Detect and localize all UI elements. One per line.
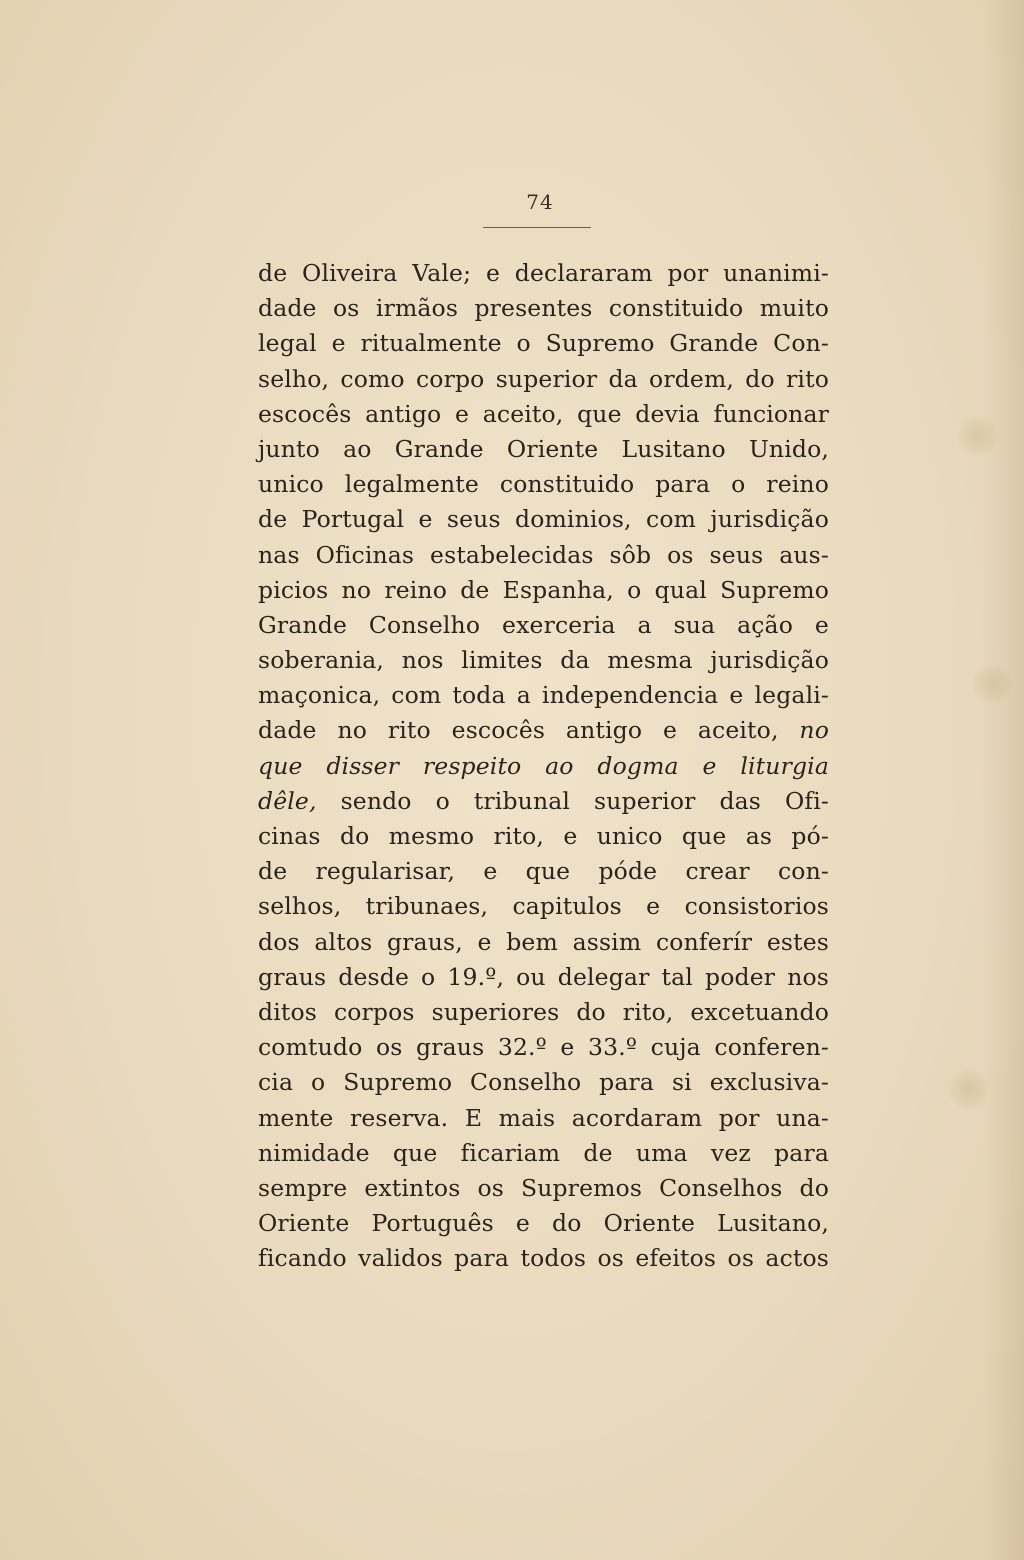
text-line: unico legalmente constituido para o reino [258, 470, 829, 499]
text-line: dos altos graus, e bem assim conferír estes [258, 927, 829, 956]
text-line: Grande Conselho exerceria a sua ação e [258, 610, 829, 639]
text-line-part: dade no rito escocês antigo e aceito, [258, 716, 779, 745]
text-line: soberania, nos limites da mesma jurisdição [258, 646, 829, 675]
text-line: legal e ritualmente o Supremo Grande Con- [258, 329, 829, 358]
text-line-mixed [258, 713, 829, 748]
text-line: maçonica, com toda a independencia e legali- [258, 681, 829, 710]
text-line: picios no reino de Espanha, o qual Supremo [258, 575, 829, 604]
italic-word: no [799, 716, 830, 745]
text-line-mixed [258, 784, 829, 819]
text-line: dade os irmãos presentes constituido muito [258, 294, 829, 323]
text-line: de Oliveira Vale; e declararam por unanimi- [258, 259, 829, 287]
paper-stain [948, 1068, 990, 1110]
text-line: nimidade que ficariam de uma vez para [258, 1138, 829, 1167]
paper-stain [972, 663, 1014, 705]
text-line: ditos corpos superiores do rito, excetuando [258, 997, 829, 1026]
text-line: de regularisar, e que póde crear con- [258, 857, 829, 886]
text-line: cinas do mesmo rito, e unico que as pó- [258, 822, 829, 850]
text-line: comtudo os graus 32.º e 33.º cuja conferen- [258, 1033, 829, 1062]
text-line: sempre extintos os Supremos Conselhos do [258, 1173, 829, 1202]
text-line: selho, como corpo superior da ordem, do rito [258, 364, 829, 393]
text-line: graus desde o 19.º, ou delegar tal poder nos [258, 962, 829, 991]
body-text [258, 256, 829, 1276]
page-number: 74 [526, 190, 554, 214]
text-line: Oriente Português e do Oriente Lusitano, [258, 1209, 829, 1238]
text-line-part: sendo o tribunal superior das Ofi- [340, 786, 830, 815]
text-line: ficando validos para todos os efeitos os actos [258, 1244, 829, 1273]
italic-word: dêle, [258, 786, 317, 815]
text-line-italic: que disser respeito ao dogma e liturgia [258, 751, 829, 780]
text-line: cia o Supremo Conselho para si exclusiva- [258, 1068, 829, 1097]
text-line: escocês antigo e aceito, que devia funcionar [258, 399, 829, 428]
page-edge-shadow [984, 0, 1024, 1560]
text-line: junto ao Grande Oriente Lusitano Unido, [258, 434, 829, 463]
page-number-rule [483, 227, 591, 228]
text-line: nas Oficinas estabelecidas sôb os seus aus- [258, 540, 829, 569]
text-line: mente reserva. E mais acordaram por una- [258, 1103, 829, 1132]
paper-stain [957, 415, 999, 457]
text-line: de Portugal e seus dominios, com jurisdição [258, 505, 829, 534]
text-line: selhos, tribunaes, capitulos e consistorios [258, 892, 829, 921]
